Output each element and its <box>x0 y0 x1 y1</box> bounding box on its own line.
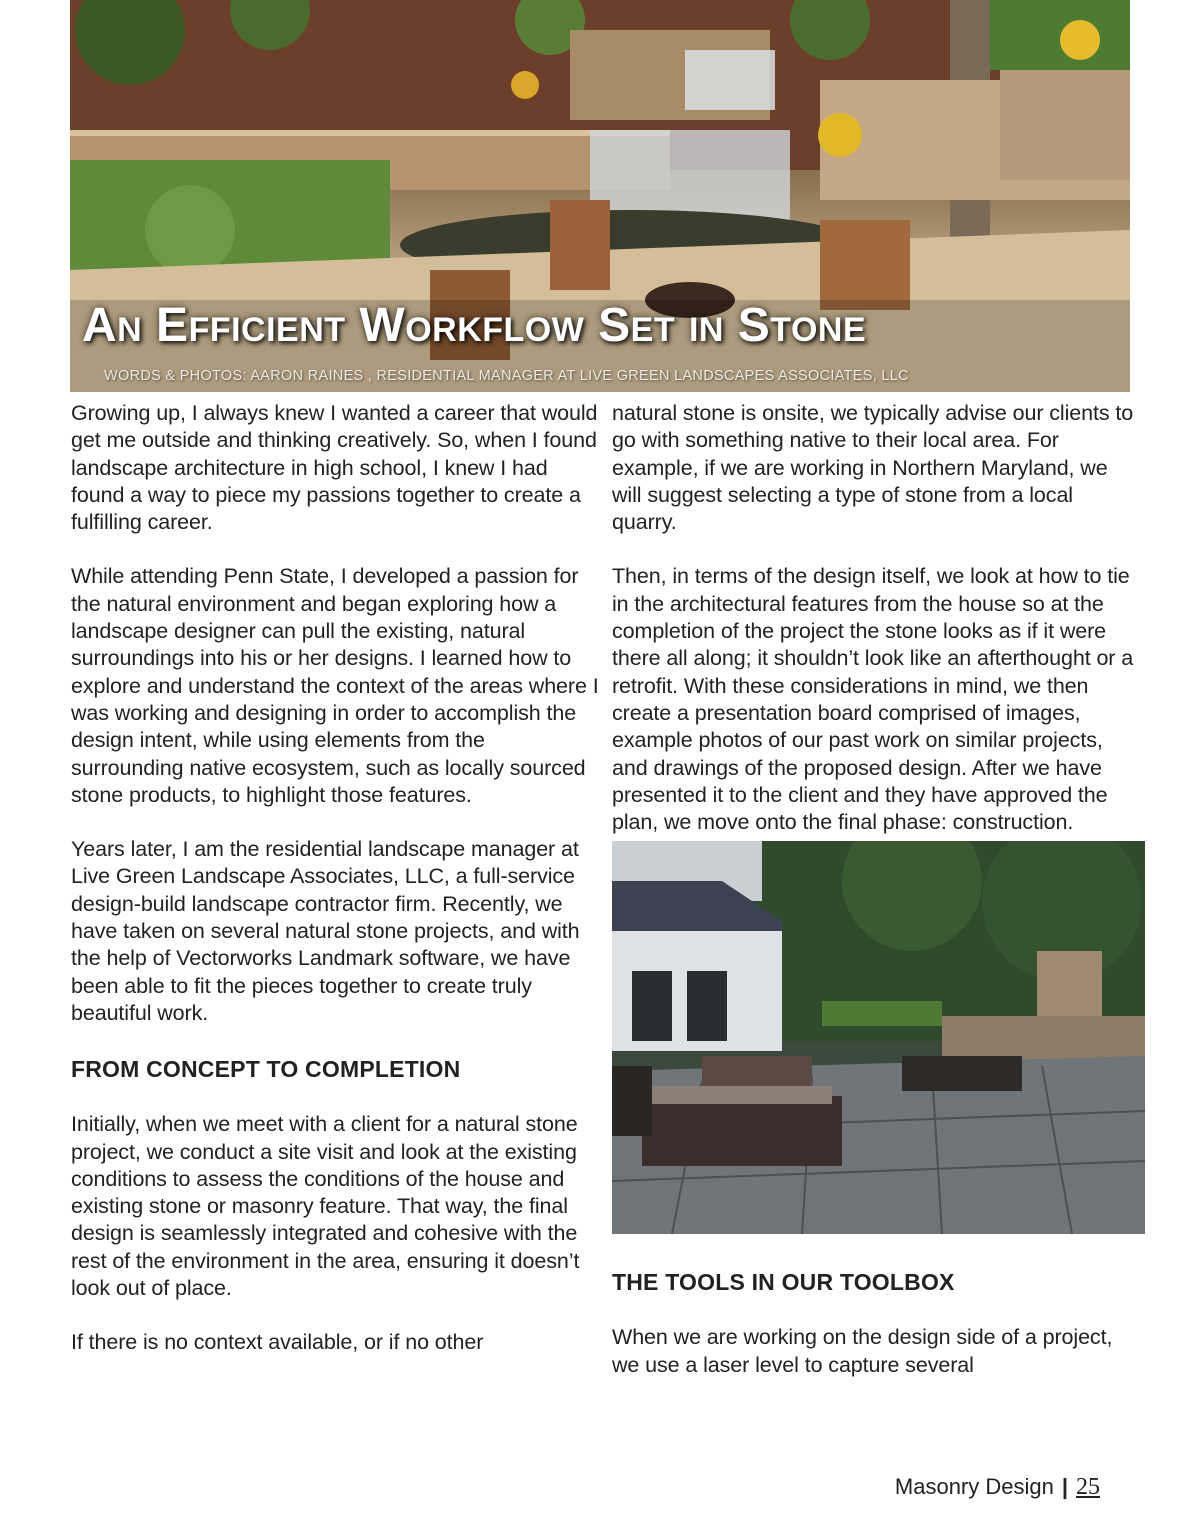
page-footer <box>895 1474 1100 1501</box>
page-number: 25 <box>1076 1474 1100 1500</box>
paragraph: While attending Penn State, I developed a passion for the natural environment and began exploring how a landscape designer can pull the existing, natural surroundings into his or her designs. I learned how to explore and understand the context of the areas where I was working and designing in order to accomplish the design intent, while using elements from the surrounding native ecosystem, such as locally sourced stone products, to highlight those features. <box>71 564 599 807</box>
paragraph: Initially, when we meet with a client for a natural stone project, we conduct a site visit and look at the existing conditions to assess the conditions of the house and existing stone or masonry feature. That way, the final design is seamlessly integrated and cohesive with the rest of the environment in the area, ensuring it doesn’t look out of place. <box>71 1112 580 1301</box>
paragraph: Growing up, I always knew I wanted a career that would get me outside and thinking creatively. So, when I found landscape architecture in high school, I knew I had found a way to piece my passions together to create a fulfilling career. <box>71 401 598 535</box>
paragraph: If there is no context available, or if no other <box>71 1330 484 1355</box>
article-byline: WORDS & PHOTOS: AARON RAINES , RESIDENTIAL MANAGER AT LIVE GREEN LANDSCAPES ASSOCIATES, LLC <box>104 368 909 384</box>
paragraph: Then, in terms of the design itself, we look at how to tie in the architectural features from the house so at the completion of the project the stone looks as if it were there all along; it shouldn’t look like an afterthought or a retrofit. With these considerations in mind, we then create a presentation board comprised of images, example photos of our past work on similar projects, and drawings of the proposed design. After we have presented it to the client and they have approved the plan, we move onto the final phase: construction. <box>612 564 1134 835</box>
right-column <box>612 400 1140 1406</box>
section-heading: FROM CONCEPT TO COMPLETION <box>71 1056 461 1083</box>
article-title: An Efficient Workflow Set in Stone <box>82 299 867 352</box>
publication-name: Masonry Design <box>894 1474 1054 1499</box>
section-heading: THE TOOLS IN OUR TOOLBOX <box>612 1269 955 1296</box>
footer-separator: | <box>1061 1474 1068 1499</box>
paragraph: Years later, I am the residential landscape manager at Live Green Landscape Associates, LLC, a full-service design-build landscape contractor firm. Recently, we have taken on several natural stone projects, and with the help of Vectorworks Landmark software, we have been able to fit the pieces together to create truly beautiful work. <box>71 837 580 1025</box>
stone-patio-illustration <box>612 841 1145 1234</box>
paragraph: natural stone is onsite, we typically advise our clients to go with something native to their local area. For example, if we are working in Northern Maryland, we will suggest selecting a type of stone from a local quarry. <box>612 401 1134 535</box>
paragraph: When we are working on the design side of a project, we use a laser level to capture several <box>612 1325 1113 1377</box>
hero-photo <box>70 0 1130 392</box>
patio-photo <box>612 841 1145 1234</box>
left-column <box>71 400 599 1384</box>
